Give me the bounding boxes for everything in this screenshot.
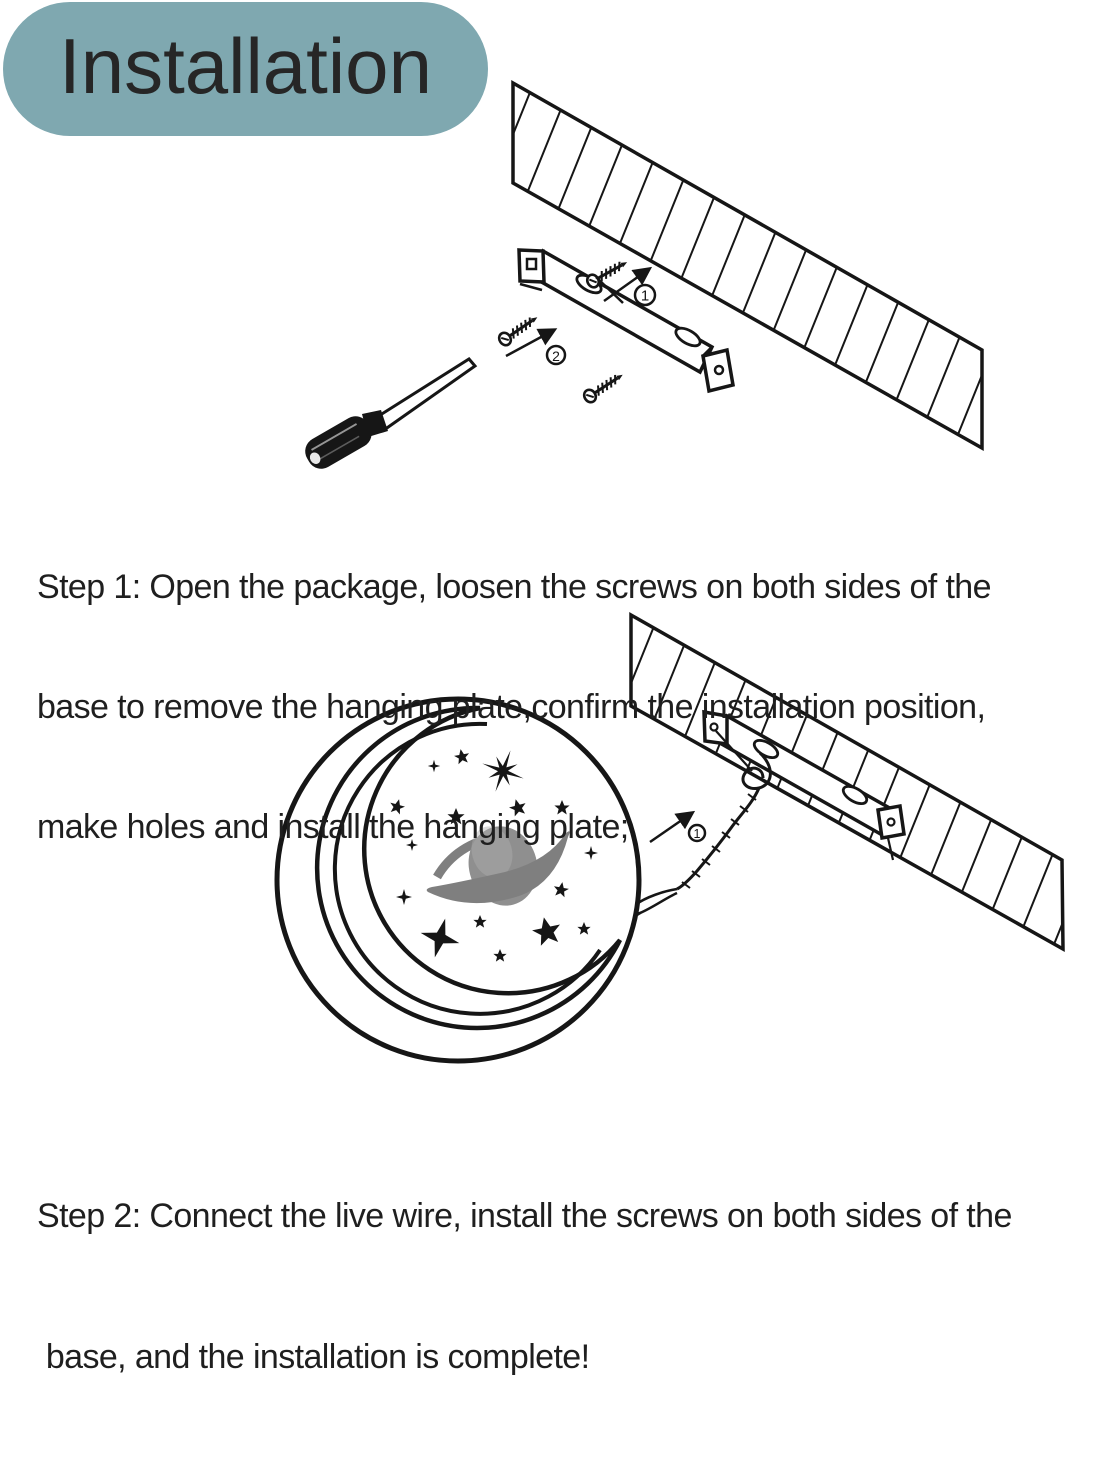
step2-caption [37,1099,1012,1475]
svg-text:2: 2 [552,348,560,364]
step1-line: Step 1: Open the package, loosen the screws on both sides of the [37,568,991,606]
badge-label: Installation [59,22,432,110]
step2-line: base, and the installation is complete! [37,1338,590,1376]
step1-caption [37,487,991,927]
step1-figure [300,83,982,474]
svg-text:1: 1 [693,827,701,841]
callout-1 [635,285,655,305]
svg-text:1: 1 [640,287,650,305]
installation-badge [3,2,488,136]
screwdriver-icon [300,359,475,474]
screw-icon [497,312,541,348]
step1-line: base to remove the hanging plate,confirm the installation position, [37,688,986,726]
step1-line: make holes and install the hanging plate; [37,808,629,846]
callout-2 [547,346,565,364]
step2-line: Step 2: Connect the live wire, install the screws on both sides of the [37,1197,1012,1235]
screw-icon [582,369,626,404]
screw-icon [585,256,630,289]
